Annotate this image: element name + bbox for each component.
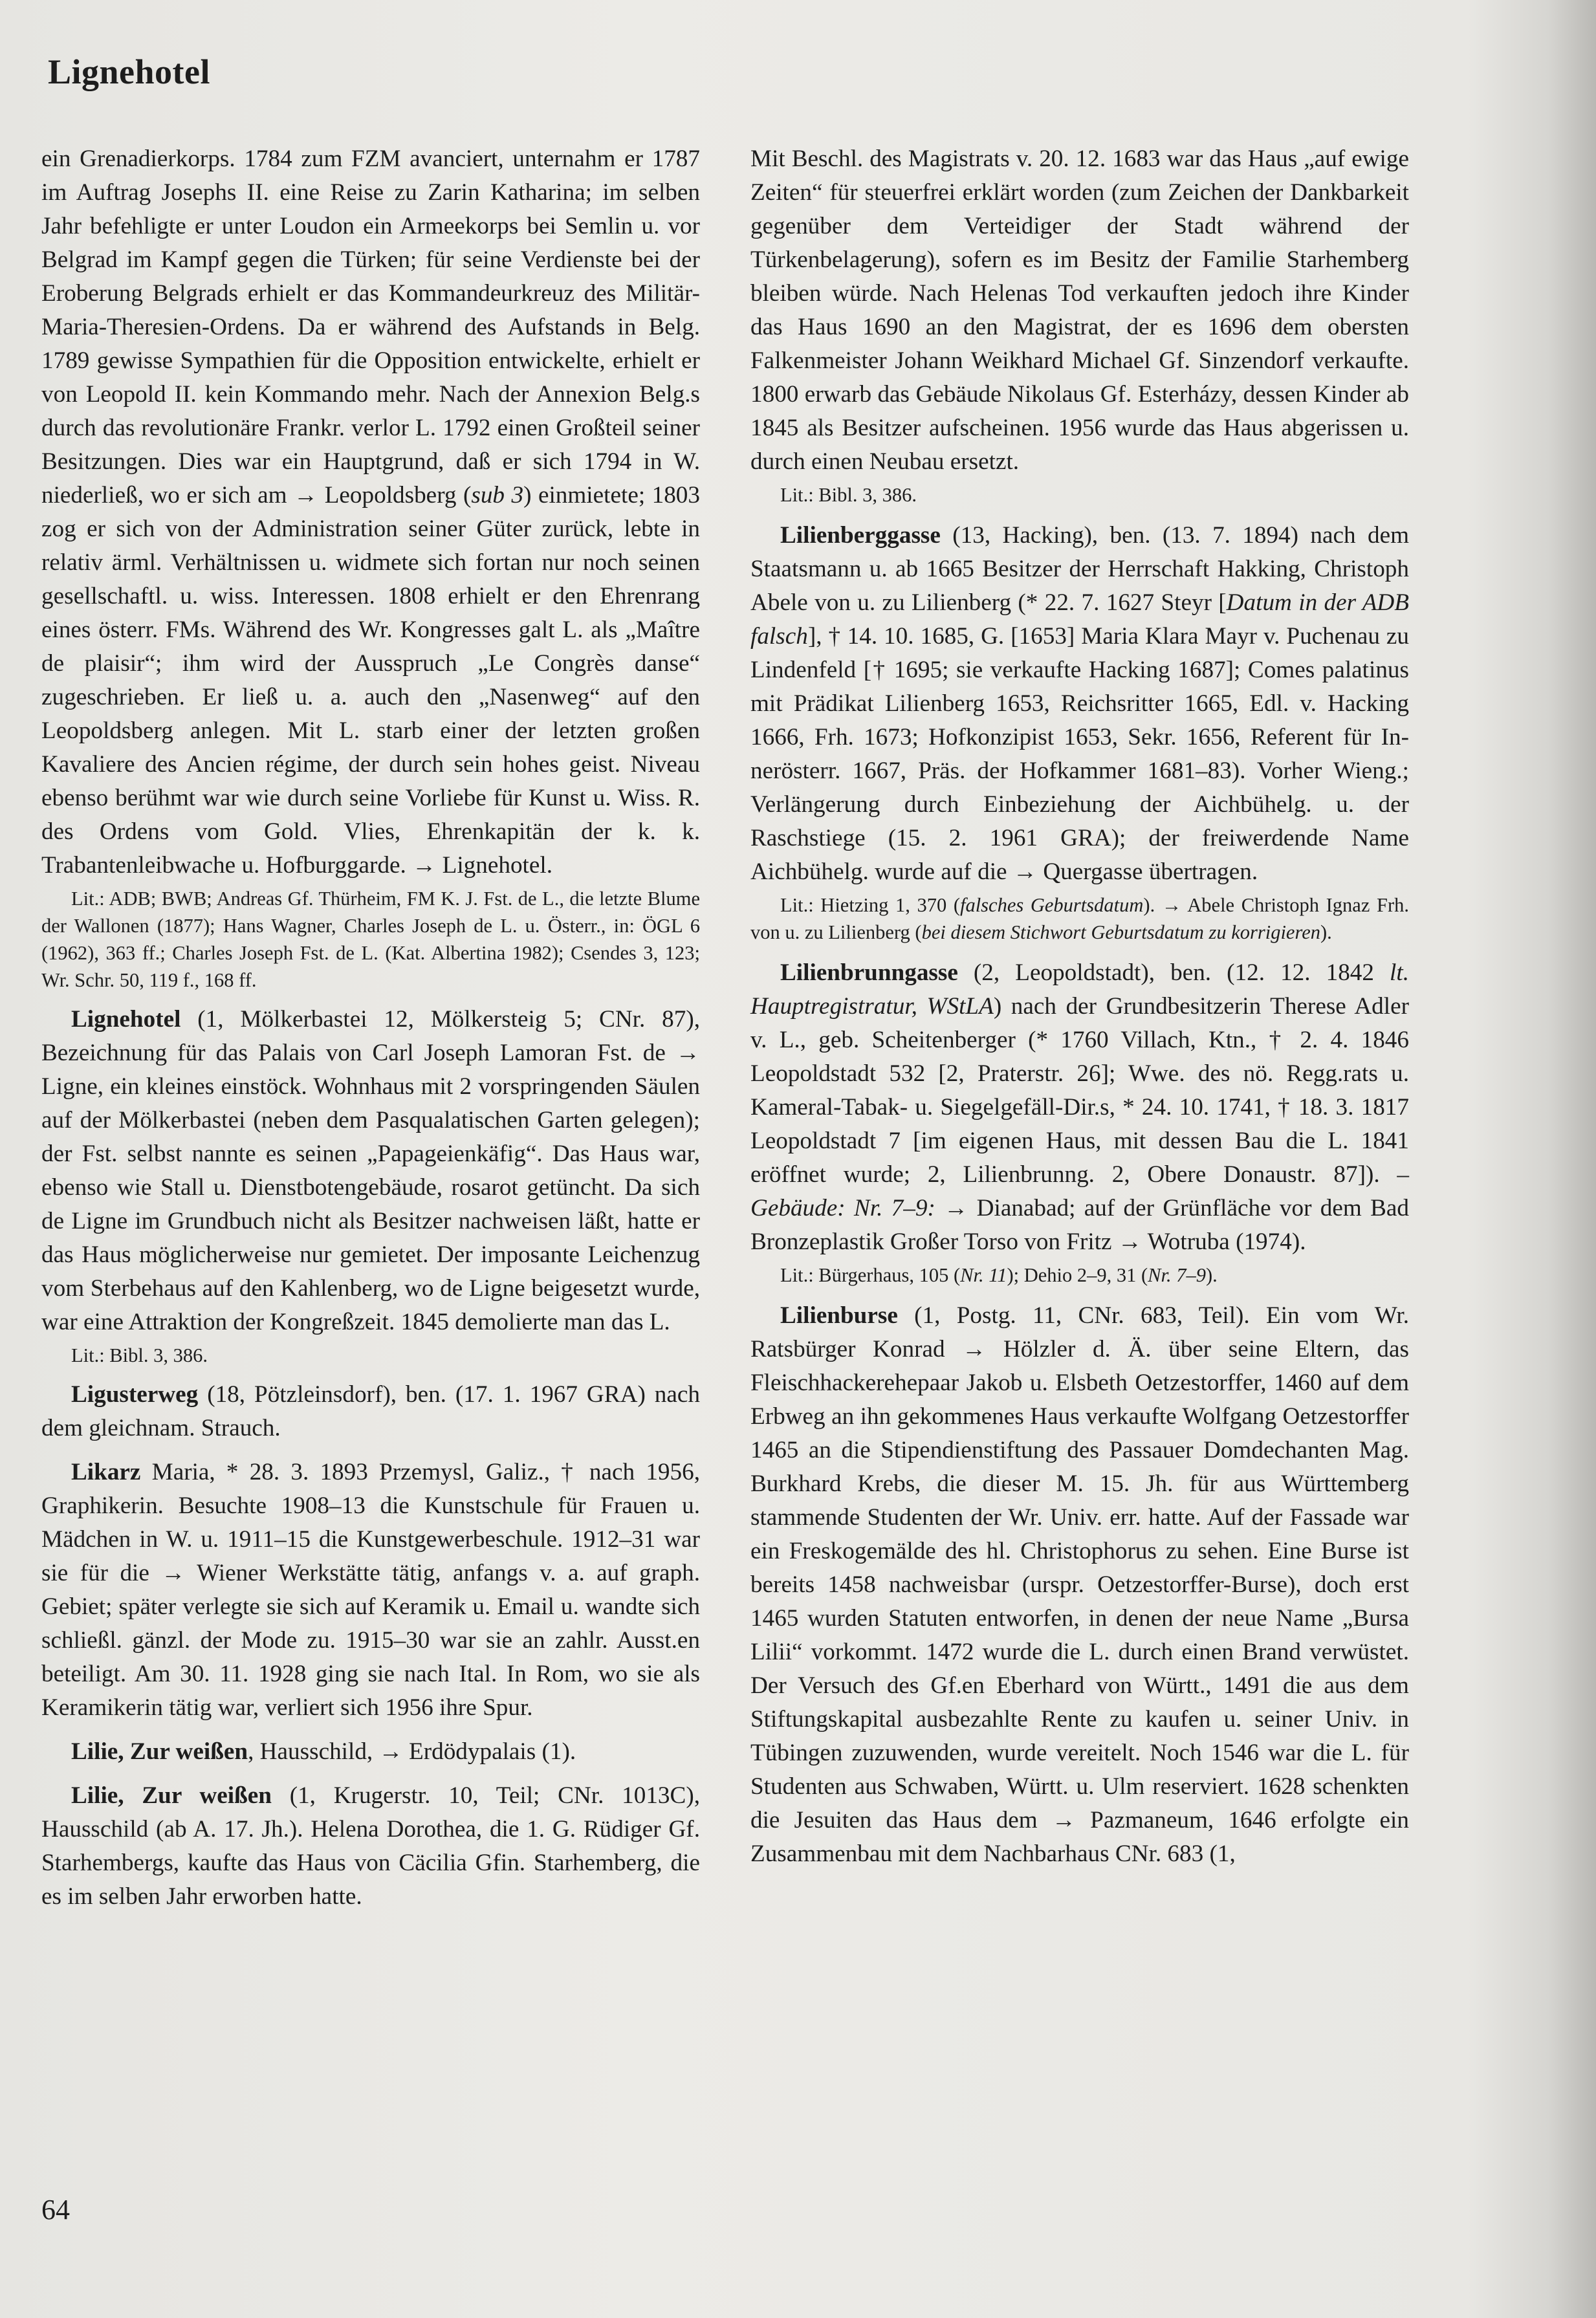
entry-text: (1, Krugerstr. 10, Teil; CNr. 1013C), Hausschild (ab A. 17. Jh.). Helena Dorothea, die 1. G. Rüdiger Gf. Starhembergs, kaufte das Haus von Cäcilia Gfin. Starhemberg, die es im selben Jahr erworben hatte. bbox=[41, 1782, 700, 1910]
entry-lilienburse bbox=[750, 1299, 1409, 1871]
entry-headword: Lignehotel bbox=[71, 1006, 181, 1033]
entry-text: , Hausschild, → Erdödypalais (1). bbox=[248, 1738, 576, 1765]
entry-headword: Lilienburse bbox=[780, 1302, 898, 1329]
entry-italic: Gebäude: Nr. 7–9: bbox=[750, 1195, 935, 1221]
lit-italic: bei diesem Stichwort Geburtsdatum zu korrigieren bbox=[921, 921, 1320, 943]
entry-text: Maria, * 28. 3. 1893 Przemysl, Galiz., † nach 1956, Graphikerin. Besuchte 1908–13 die Kunstschule für Frauen u. Mädchen in W. u. 1911–15 die Kunstgewerbeschule. 1912–31 war sie für die → Wiener Werkstätte tätig, anfangs v. a. auf graph. Gebiet; später verlegte sie sich auf Keramik u. Email u. wandte sich schließl. gänzl. der Mode zu. 1915–30 war sie an zahlr. Ausst.en beteiligt. Am 30. 11. 1928 ging sie nach Ital. In Rom, wo sie als Keramikerin tätig war, verliert sich 1956 ihre Spur. bbox=[41, 1459, 700, 1721]
lit-text: Lit.: Bürgerhaus, 105 ( bbox=[780, 1264, 961, 1286]
entry-headword: Lilienberggasse bbox=[780, 522, 941, 549]
entry-italic: lt. Hauptregistratur, WStLA bbox=[750, 959, 1409, 1020]
entry-headword: Ligusterweg bbox=[71, 1381, 199, 1408]
entry-text: (13, Hacking), ben. (13. 7. 1894) nach dem Staatsmann u. ab 1665 Besitzer der Herrschaft Hakking, Christoph Abele von u. zu Lilienberg (* 22. 7. 1627 Steyr [ bbox=[750, 522, 1409, 616]
entry-lilienbrunngasse bbox=[750, 956, 1409, 1259]
entry-continuation: Mit Beschl. des Magistrats v. 20. 12. 1683 war das Haus „auf ewige Zeiten“ für steuerfrei erklärt worden (zum Zeichen der Dankbarkeit gegenüber dem Verteidiger der Stadt während der Türkenbelagerung), sofern es im Besitz der Familie Starhemberg bleiben würde. Nach Helenas Tod verkauften jedoch ihre Kinder das Haus 1690 an den Magistrat, der es 1696 dem obersten Falkenmeister Johann Weikhard Michael Gf. Sinzendorf verkaufte. 1800 erwarb das Gebäude Nikolaus Gf. Esterházy, dessen Kinder ab 1845 als Besitzer aufscheinen. 1956 wurde das Haus abgerissen u. durch einen Neubau ersetzt. bbox=[750, 146, 1409, 475]
entry-text: (2, Leopoldstadt), ben. (12. 12. 1842 bbox=[957, 959, 1390, 986]
entry-text: ) einmietete; 1803 zog er sich von der Administration seiner Güter zurück, lebte in relativ ärml. Verhältnissen u. widmete sich fortan nur noch seinen gesellschaftl. u. wiss. Interessen. 1808 erhielt er den Ehrenrang eines österr. FMs. Während des Wr. Kongresses galt L. als „Maître de plaisir“; ihm wird der Ausspruch „Le Congrès danse“ zugeschrieben. Er ließ u. a. auch den „Nasenweg“ auf den Leopoldsberg anlegen. Mit L. starb einer der letzten großen Kavaliere des Ancien régime, der durch sein hohes geist. Niveau ebenso berühmt war wie durch seine Vorliebe für Kunst u. Wiss. R. des Ordens vom Gold. Vlies, Ehrenkapitän der k. k. Trabantenleibwache u. Hofburggarde. → Lignehotel. bbox=[41, 482, 700, 879]
entry-text: → Leopoldsberg ( bbox=[294, 482, 472, 508]
entry-italic: Datum in der ADB falsch bbox=[750, 589, 1409, 650]
entry-continuation bbox=[41, 142, 700, 882]
lit-text: ). bbox=[1320, 921, 1332, 943]
entry-text: → Dianabad; auf der Grünfläche vor dem Bad Bronzeplastik Großer Torso von Fritz → Wotruba (1974). bbox=[750, 1195, 1409, 1255]
entry-ligusterweg bbox=[41, 1378, 700, 1445]
literature-note bbox=[750, 1262, 1409, 1289]
entry-text: ein Grenadierkorps. 1784 zum FZM avanciert, unternahm er 1787 im Auftrag Josephs II. eine Reise zu Zarin Katharina; im selben Jahr befehligte er unter Loudon ein Armeekorps bei Semlin u. vor Belgrad im Kampf gegen die Türken; für seine Verdienste bei der Eroberung Belgrads erhielt er das Kommandeurkreuz des Militär-Maria-Theresien-Ordens. Da er während des Aufstands in Belg. 1789 gewisse Sympathien für die Opposition entwickelte, erhielt er von Leopold II. kein Kommando mehr. Nach der Annexion Belg.s durch das revolutionäre Frankr. verlor L. 1792 einen Großteil seiner Besitzungen. Dies war ein Hauptgrund, daß er sich 1794 in W. niederließ, wo er sich am bbox=[41, 146, 700, 508]
literature-note: Lit.: ADB; BWB; Andreas Gf. Thürheim, FM K. J. Fst. de L., die letzte Blume der Wallonen (1877); Hans Wagner, Charles Joseph de L. u. Österr., in: ÖGL 6 (1962), 363 ff.; Charles Joseph Fst. de L. (Kat. Albertina 1982); Csendes 3, 123; Wr. Schr. 50, 119 f., 168 ff. bbox=[41, 888, 700, 991]
left-column bbox=[41, 142, 700, 1914]
entry-headword: Lilie, Zur weißen bbox=[71, 1738, 248, 1765]
entry-text: (18, Pötzleinsdorf), ben. (17. 1. 1967 GRA) nach dem gleichnam. Strauch. bbox=[41, 1381, 700, 1441]
entry-headword: Lilie, Zur weißen bbox=[71, 1782, 272, 1809]
entry-text: ], † 14. 10. 1685, G. [1653] Maria Klara Mayr v. Puchenau zu Lindenfeld [† 1695; sie verkaufte Hacking 1687]; Comes palatinus mit Prädikat Lilienberg 1653, Reichsritter 1665, Edl. v. Hacking 1666, Frh. 1673; Hofkonzipist 1653, Sekr. 1656, Referent für Innerösterr. 1667, Präs. der Hofkammer 1681–83). Vorher Wieng.; Verlängerung durch Einbeziehung der Aichbühelg. u. der Raschstiege (15. 2. 1961 GRA); der freiwerdende Name Aichbühelg. wurde auf die → Quergasse übertragen. bbox=[750, 623, 1409, 885]
right-column bbox=[750, 142, 1409, 1871]
entry-italic: sub 3 bbox=[471, 482, 524, 508]
lit-italic: Nr. 7–9 bbox=[1148, 1264, 1207, 1286]
entry-likarz bbox=[41, 1456, 700, 1725]
lit-text: ). → Abele Christoph Ignaz Frh. von u. zu Lilienberg ( bbox=[750, 894, 1409, 943]
lit-text: ); Dehio 2–9, 31 ( bbox=[1007, 1264, 1148, 1286]
lit-italic: Nr. 11 bbox=[960, 1264, 1007, 1286]
entry-text: ) nach der Grundbesitzerin Therese Adler v. L., geb. Scheitenberger (* 1760 Villach, Ktn., † 2. 4. 1846 Leopoldstadt 532 [2, Praterstr. 26]; Wwe. des nö. Regg.rats u. Kameral-Tabak- u. Siegelgefäll-Dir.s, * 24. 10. 1741, † 18. 3. 1817 Leopoldstadt 7 [im eigenen Haus, mit dessen Bau die L. 1841 eröffnet wurde; 2, Lilienbrunng. 2, Obere Donaustr. 87]). – bbox=[750, 993, 1410, 1188]
literature-note bbox=[750, 891, 1409, 946]
lit-text: ). bbox=[1206, 1264, 1218, 1286]
lit-text: Lit.: Hietzing 1, 370 ( bbox=[780, 894, 960, 916]
lit-italic: falsches Geburtsdatum bbox=[959, 894, 1144, 916]
entry-lilie-zur-weissen-2 bbox=[41, 1779, 700, 1914]
entry-lilie-zur-weissen-1 bbox=[41, 1735, 700, 1769]
page-number: 64 bbox=[41, 2194, 70, 2225]
running-head: Lignehotel bbox=[48, 52, 211, 91]
entry-text: (1, Postg. 11, CNr. 683, Teil). Ein vom Wr. Ratsbürger Konrad → Hölzler d. Ä. über seine Eltern, das Fleischhackerehepaar Jakob u. Elsbeth Oetzestorffer, 1460 auf dem Erbweg an ihn gekommenes Haus verkaufte Wolfgang Oetzestorffer 1465 an die Stipendienstiftung des Passauer Domdechanten Mag. Burkhard Krebs, die dieser M. 15. Jh. für aus Württemberg stammende Studenten der Wr. Univ. err. hatte. Auf der Fassade war ein Freskogemälde des hl. Christophorus zu sehen. Eine Burse ist bereits 1458 nachweisbar (urspr. Oetzestorffer-Burse), doch erst 1465 wurden Statuten entworfen, in denen der neue Name „Bursa Lilii“ vorkommt. 1472 wurde die L. durch einen Brand verwüstet. Der Versuch des Gf.en Eberhard von Württ., 1491 die aus dem Stiftungskapital ausbezahlte Rente zu kaufen u. seiner Univ. in Tübingen zuzuwenden, wurde vereitelt. Noch 1546 war die L. für Studenten aus Schwaben, Württ. u. Ulm reserviert. 1628 schenkten die Jesuiten das Haus dem → Pazmaneum, 1646 erfolgte ein Zusammenbau mit dem Nachbarhaus CNr. 683 (1, bbox=[750, 1302, 1409, 1867]
entry-headword: Lilienbrunngasse bbox=[780, 959, 958, 986]
literature-note: Lit.: Bibl. 3, 386. bbox=[780, 484, 917, 506]
entry-lilienberggasse bbox=[750, 519, 1409, 889]
entry-headword: Likarz bbox=[71, 1459, 141, 1485]
entry-lignehotel bbox=[41, 1003, 700, 1339]
entry-text: (1, Mölkerbastei 12, Mölkersteig 5; CNr. 87), Bezeichnung für das Palais von Carl Joseph Lamoran Fst. de → Ligne, ein kleines einstöck. Wohnhaus mit 2 vorspringenden Säulen auf der Mölkerbastei (neben dem Pasqualatischen Garten gelegen); der Fst. selbst nannte es seinen „Papageienkäfig“. Das Haus war, ebenso wie Stall u. Dienstbotengebäude, rosarot getüncht. Da sich de Ligne im Grundbuch nicht als Besitzer nachweisen läßt, hatte er das Haus möglicherweise nur gemietet. Der imposante Leichenzug vom Sterbehaus auf den Kahlenberg, wo de Ligne beigesetzt wurde, war eine Attraktion der Kongreßzeit. 1845 demolierte man das L. bbox=[41, 1006, 700, 1335]
literature-note: Lit.: Bibl. 3, 386. bbox=[71, 1344, 208, 1366]
